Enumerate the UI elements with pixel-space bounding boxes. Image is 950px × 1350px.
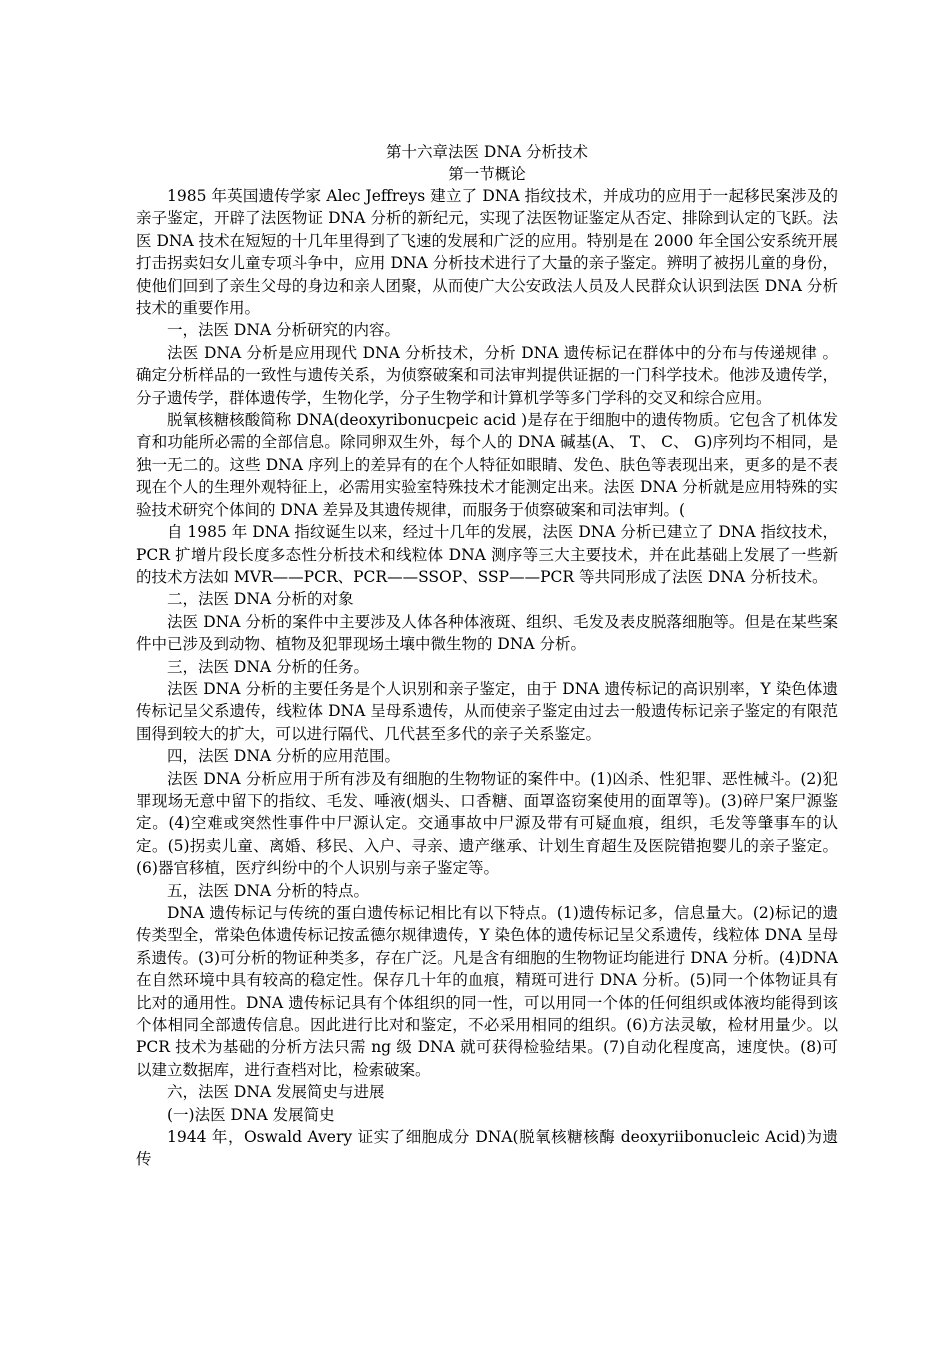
- document-page: [136, 141, 838, 1171]
- paragraph-analysis-tasks: 法医 DNA 分析的主要任务是个人识别和亲子鉴定，由于 DNA 遗传标记的高识别率，Y 染色体遗传标记呈父系遗传，线粒体 DNA 呈母系遗传，从而使亲子鉴定由过去一般遗传标记亲子鉴定的有限范围得到较大的扩大，可以进行隔代、几代甚至多代的亲子关系鉴定。: [136, 679, 838, 743]
- heading-development-history: (一)法医 DNA 发展简史: [167, 1105, 335, 1124]
- paragraph-history-1944: 1944 年，Oswald Avery 证实了细胞成分 DNA(脱氧核糖核酶 deoxyriibonucleic Acid)为遗传: [136, 1128, 838, 1169]
- paragraph-dna-description: 脱氧核糖核酸简称 DNA(deoxyribonucpeic acid )是存在于细胞中的遗传物质。它包含了机体发育和功能所必需的全部信息。除同卵双生外，每个人的 DNA 碱基(A、 T、 C、 G)序列均不相同，是独一无二的。这些 DNA 序列上的差异有的在个人特征如眼睛、发色、肤色等表现出来，更多的是不表现在个人的生理外观特征上，必需用实验室特殊技术才能测定出来。法医 DNA 分析就是应用特殊的实验技术研究个体间的 DNA 差异及其遗传规律，而服务于侦察破案和司法审判。(: [136, 411, 838, 519]
- paragraph-intro: 1985 年英国遗传学家 Alec Jeffreys 建立了 DNA 指纹技术，并成功的应用于一起移民案涉及的亲子鉴定，开辟了法医物证 DNA 分析的新纪元，实现了法医物证鉴定从否定、排除到认定的飞跃。法医 DNA 技术在短短的十几年里得到了飞速的发展和广泛的应用。特别是在 2000 年全国公安系统开展打击拐卖妇女儿童专项斗争中，应用 DNA 分析技术进行了大量的亲子鉴定。辨明了被拐儿童的身份，使他们回到了亲生父母的身边和亲人团聚，从而使广大公安政法人员及人民群众认识到法医 DNA 分析技术的重要作用。: [136, 187, 838, 318]
- section-title: 第一节概论: [448, 165, 526, 183]
- paragraph-analysis-objects: 法医 DNA 分析的案件中主要涉及人体各种体液斑、组织、毛发及表皮脱落细胞等。但是在某些案件中已涉及到动物、植物及犯罪现场土壤中微生物的 DNA 分析。: [136, 612, 838, 654]
- heading-development: 六，法医 DNA 发展简史与进展: [167, 1083, 385, 1102]
- paragraph-technique-history: 自 1985 年 DNA 指纹诞生以来，经过十几年的发展，法医 DNA 分析已建立了 DNA 指纹技术，PCR 扩增片段长度多态性分析技术和线粒体 DNA 测序等三大主要技术，并在此基础上发展了一些新的技术方法如 MVR——PCR、PCR——SSOP、SSP——PCR 等共同形成了法医 DNA 分析技术。: [136, 523, 838, 586]
- paragraph-definition: 法医 DNA 分析是应用现代 DNA 分析技术，分析 DNA 遗传标记在群体中的分布与传递规律 。确定分析样品的一致性与遗传关系，为侦察破案和司法审判提供证据的一门科学技术。他涉及遗传学，分子遗传学，群体遗传学，生物化学，分子生物学和计算机学等多门学科的交叉和综合应用。: [136, 343, 838, 407]
- paragraph-application-scope: 法医 DNA 分析应用于所有涉及有细胞的生物物证的案件中。(1)凶杀、性犯罪、恶性械斗。(2)犯罪现场无意中留下的指纹、毛发、唾液(烟头、口香糖、面罩盗窃案使用的面罩等)。(3)碎尸案尸源鉴定。(4)空难或突然性事件中尸源认定。交通事故中尸源及带有可疑血痕，组织，毛发等肇事车的认定。(5)拐卖儿童、离婚、移民、入户、寻亲、遗产继承、计划生育超生及医院错抱婴儿的亲子鉴定。(6)器官移植，医疗纠纷中的个人识别与亲子鉴定等。: [136, 769, 838, 878]
- chapter-title: 第十六章法医 DNA 分析技术: [385, 143, 589, 161]
- paragraph-features: DNA 遗传标记与传统的蛋白遗传标记相比有以下特点。(1)遗传标记多，信息量大。(2)标记的遗传类型全，常染色体遗传标记按孟德尔规律遗传，Y 染色体的遗传标记呈父系遗传，线粒体 DNA 呈母系遗传。(3)可分析的物证种类多，存在广泛。凡是含有细胞的生物物证均能进行 DNA 分析。(4)DNA 在自然环境中具有较高的稳定性。保存几十年的血痕，精斑可进行 DNA 分析。(5)同一个体物证具有比对的通用性。DNA 遗传标记具有个体组织的同一性，可以用同一个体的任何组织或体液均能得到该个体相同全部遗传信息。因此进行比对和鉴定，不必采用相同的组织。(6)方法灵敏，检材用量少。以 PCR 技术为基础的分析方法只需 ng 级 DNA 就可获得检验结果。(7)自动化程度高，速度快。(8)可以建立数据库，进行查档对比，检索破案。: [136, 904, 838, 1079]
- heading-analysis-objects: 二，法医 DNA 分析的对象: [167, 590, 354, 609]
- heading-analysis-tasks: 三，法医 DNA 分析的任务。: [167, 657, 370, 676]
- heading-application-scope: 四，法医 DNA 分析的应用范围。: [167, 747, 401, 766]
- heading-research-content: 一，法医 DNA 分析研究的内容。: [167, 321, 401, 340]
- heading-features: 五，法医 DNA 分析的特点。: [167, 881, 370, 900]
